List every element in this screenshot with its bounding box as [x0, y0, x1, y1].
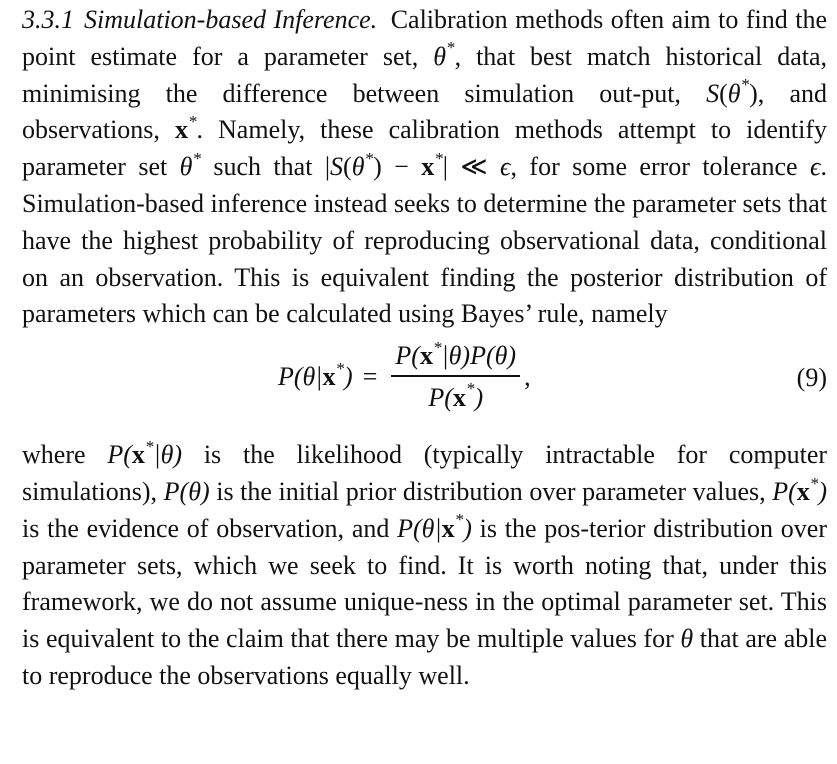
paragraph-text: . Namely, these calibration methods attempt to identify parameter set — [22, 115, 827, 182]
equation-body — [278, 337, 531, 413]
math-simulation-output: S(θ*) — [706, 75, 758, 108]
paragraph-text: . Simulation-based inference instead seeks to determine the parameter sets that have the highest probability of reproducing observational data, conditional on an observation. This is equivalent finding the posterior distribution of parameters which can be calculated using Bayes’ rule, namely — [22, 152, 827, 329]
paragraph-text: where — [22, 440, 108, 470]
math-posterior: P(θ|x*) — [397, 510, 472, 543]
section-title: Simulation-based Inference. — [84, 5, 378, 34]
math-theta: θ — [680, 624, 694, 654]
equation-number: (9) — [796, 363, 827, 393]
math-x-star: x* — [174, 112, 197, 145]
paragraph-text: , for some error tolerance — [510, 152, 810, 182]
math-theta-star: θ* — [433, 38, 455, 71]
bayes-equation — [22, 333, 827, 437]
paper-page — [22, 0, 827, 695]
paragraph-text: , and observations, — [22, 78, 827, 145]
equation-fraction — [391, 337, 520, 413]
math-prior: P(θ) — [163, 476, 210, 506]
paragraph-text: such that — [200, 152, 325, 182]
equation-denominator: P(x*) — [428, 379, 484, 412]
paragraph-text: is the initial prior distribution over parameter values, — [209, 476, 773, 506]
paragraph-text: that are able to reproduce the observations equally well. — [22, 624, 828, 690]
paragraph-text: is the likelihood (typically intractable for computer simulations), — [22, 440, 828, 506]
paragraph-text: is the pos-terior distribution over parameter sets, which we seek to find. It is worth noting that, under this framework, we do not assume unique-ness in the optimal parameter set. This is equivalent to the claim that there may be multiple values for — [22, 513, 828, 654]
math-epsilon: ϵ — [810, 152, 821, 182]
math-theta-star: θ* — [179, 148, 201, 182]
math-evidence: P(x*) — [772, 473, 827, 506]
equation-equals: = — [362, 361, 378, 391]
paragraph-text: is the evidence of observation, and — [22, 513, 398, 543]
paragraph-explanation — [22, 437, 827, 695]
equation-comma: , — [524, 361, 531, 391]
math-abs-difference: |S(θ*) − x*| ≪ ϵ — [324, 148, 511, 182]
section-number: 3.3.1 — [22, 5, 74, 34]
equation-numerator: P(x*|θ)P(θ) — [395, 337, 517, 371]
math-likelihood: P(x*|θ) — [107, 436, 183, 470]
equation-lhs: P(θ|x*) — [278, 358, 353, 391]
paragraph-text: , that best match historical data, minimising the difference between simulation out-put, — [22, 41, 828, 108]
paragraph-text: Calibration methods often aim to find the point estimate for a parameter set, — [22, 5, 828, 71]
paragraph-intro — [22, 0, 827, 333]
